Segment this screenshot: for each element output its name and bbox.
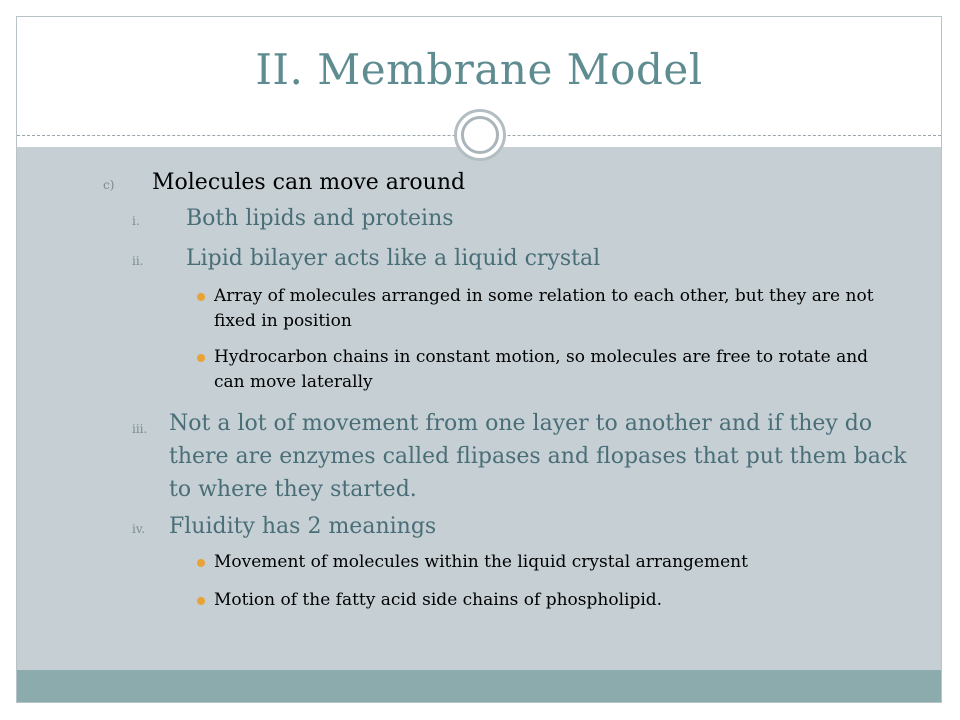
footer-band bbox=[17, 670, 941, 702]
bullet-dot-icon bbox=[197, 293, 205, 301]
outline-bullet: Motion of the fatty acid side chains of phospholipid. bbox=[214, 590, 663, 610]
outline-marker: c) bbox=[103, 178, 115, 192]
outline-item: Not a lot of movement from one layer to another and if they do there are enzymes called flipases and flopases that put them back to where they started. bbox=[169, 411, 907, 502]
outline-marker: iii. bbox=[132, 422, 148, 436]
outline-bullet: Movement of molecules within the liquid crystal arrangement bbox=[214, 552, 748, 572]
outline-bullet: Array of molecules arranged in some relation to each other, but they are not fixed in position bbox=[214, 286, 874, 331]
outline-marker: iv. bbox=[132, 522, 146, 536]
slide-title: II. Membrane Model bbox=[255, 45, 703, 94]
bullet-dot-icon bbox=[197, 354, 205, 362]
outline-marker: ii. bbox=[132, 254, 144, 268]
outline-item: Molecules can move around bbox=[152, 170, 466, 195]
outline-item: Fluidity has 2 meanings bbox=[169, 514, 437, 539]
outline-item: Lipid bilayer acts like a liquid crystal bbox=[186, 246, 601, 271]
circle-ornament-icon bbox=[454, 109, 506, 161]
outline-bullet: Hydrocarbon chains in constant motion, so molecules are free to rotate and can move laterally bbox=[214, 347, 869, 392]
bullet-dot-icon bbox=[197, 597, 205, 605]
outline-marker: i. bbox=[132, 214, 140, 228]
outline-item: Both lipids and proteins bbox=[186, 206, 454, 231]
bullet-dot-icon bbox=[197, 559, 205, 567]
circle-ornament-inner bbox=[461, 116, 499, 154]
